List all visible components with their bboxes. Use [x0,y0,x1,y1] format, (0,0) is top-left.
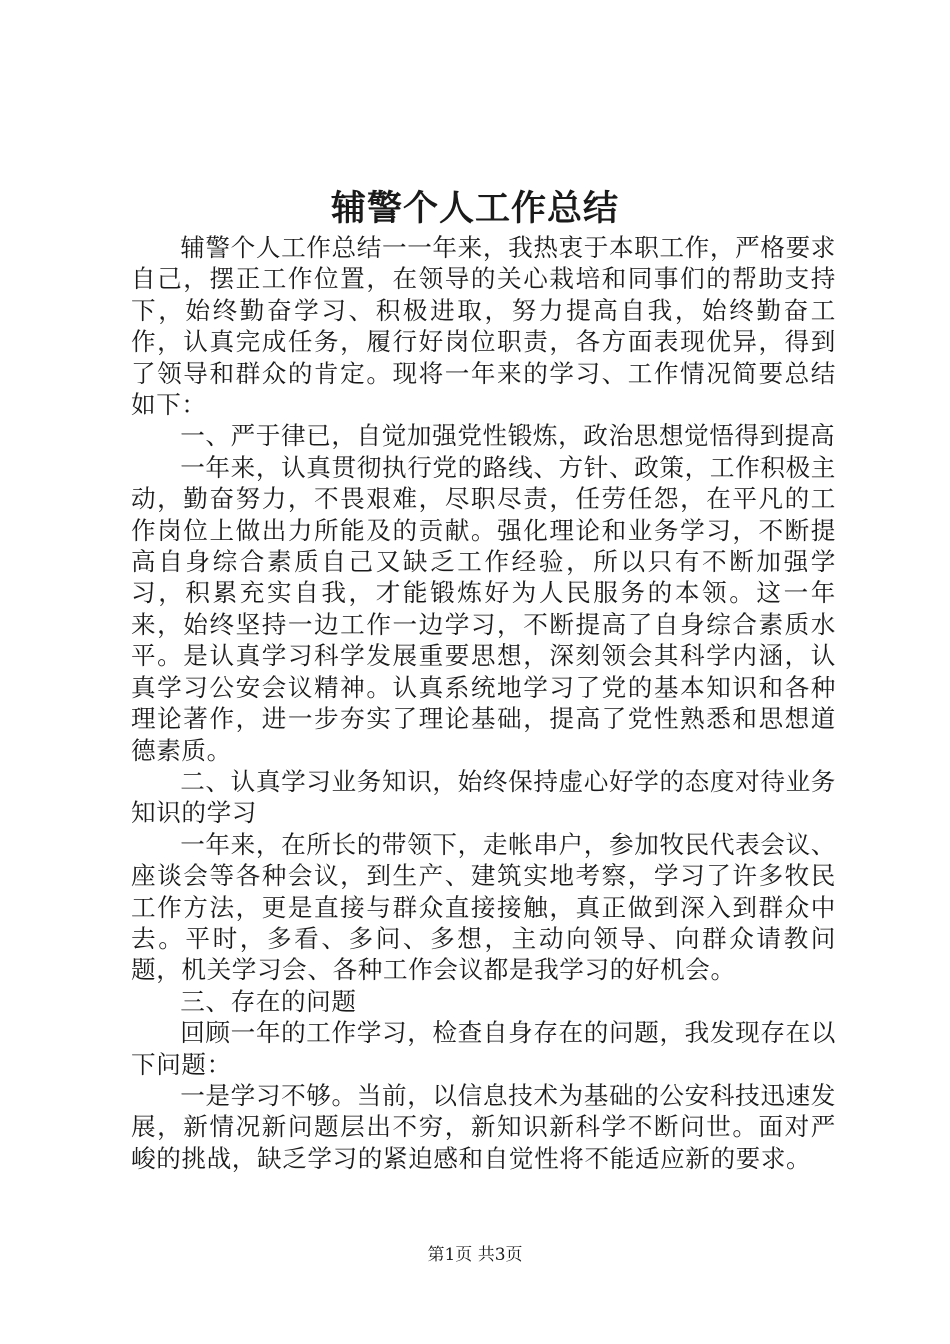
paragraph-section-2: 一年来，在所长的带领下，走帐串户，参加牧民代表会议、座谈会等各种会议，到生产、建筑实地考察，学习了许多牧民工作方法，更是直接与群众直接接触，真正做到深入到群众中去。平时，多看、多问、多想，主动向领导、向群众请教问题，机关学习会、各种工作会议都是我学习的好机会。 [131,829,836,985]
paragraph-review: 回顾一年的工作学习，检查自身存在的问题，我发现存在以下问题： [131,1018,836,1079]
page-number-footer: 第1页 共3页 [427,1245,523,1265]
paragraph-section-1: 一年来，认真贯彻执行党的路线、方针、政策，工作积极主动，勤奋努力，不畏艰难，尽职尽责，任劳任怨，在平凡的工作岗位上做出力所能及的贡献。强化理论和业务学习，不断提高自身综合素质自己又缺乏工作经验，所以只有不断加强学习，积累充实自我，才能锻炼好为人民服务的本领。这一年来，始终坚持一边工作一边学习，不断提高了自身综合素质水平。是认真学习科学发展重要思想，深刻领会其科学内涵，认真学习公安会议精神。认真系统地学习了党的基本知识和各种理论著作，进一步夯实了理论基础，提高了党性熟悉和思想道德素质。 [131,452,836,765]
section-heading-2: 二、认真学习业务知识，始终保持虚心好学的态度对待业务知识的学习 [131,766,836,828]
section-heading-3: 三、存在的问题 [180,986,357,1016]
document-title: 辅警个人工作总结 [330,188,619,229]
document-body [131,232,836,1174]
paragraph-problem-1: 一是学习不够。当前，以信息技术为基础的公安科技迅速发展，新情况新问题层出不穷，新知识新科学不断问世。面对严峻的挑战，缺乏学习的紧迫感和自觉性将不能适应新的要求。 [131,1080,836,1173]
paragraph-intro: 辅警个人工作总结一一年来，我热衷于本职工作，严格要求自己，摆正工作位置，在领导的关心栽培和同事们的帮助支持下，始终勤奋学习、积极进取，努力提高自我，始终勤奋工作，认真完成任务，履行好岗位职责，各方面表现优异，得到了领导和群众的肯定。现将一年来的学习、工作情况简要总结如下： [131,233,836,420]
section-heading-1: 一、严于律已，自觉加强党性锻炼，政治思想觉悟得到提高 [180,421,836,451]
